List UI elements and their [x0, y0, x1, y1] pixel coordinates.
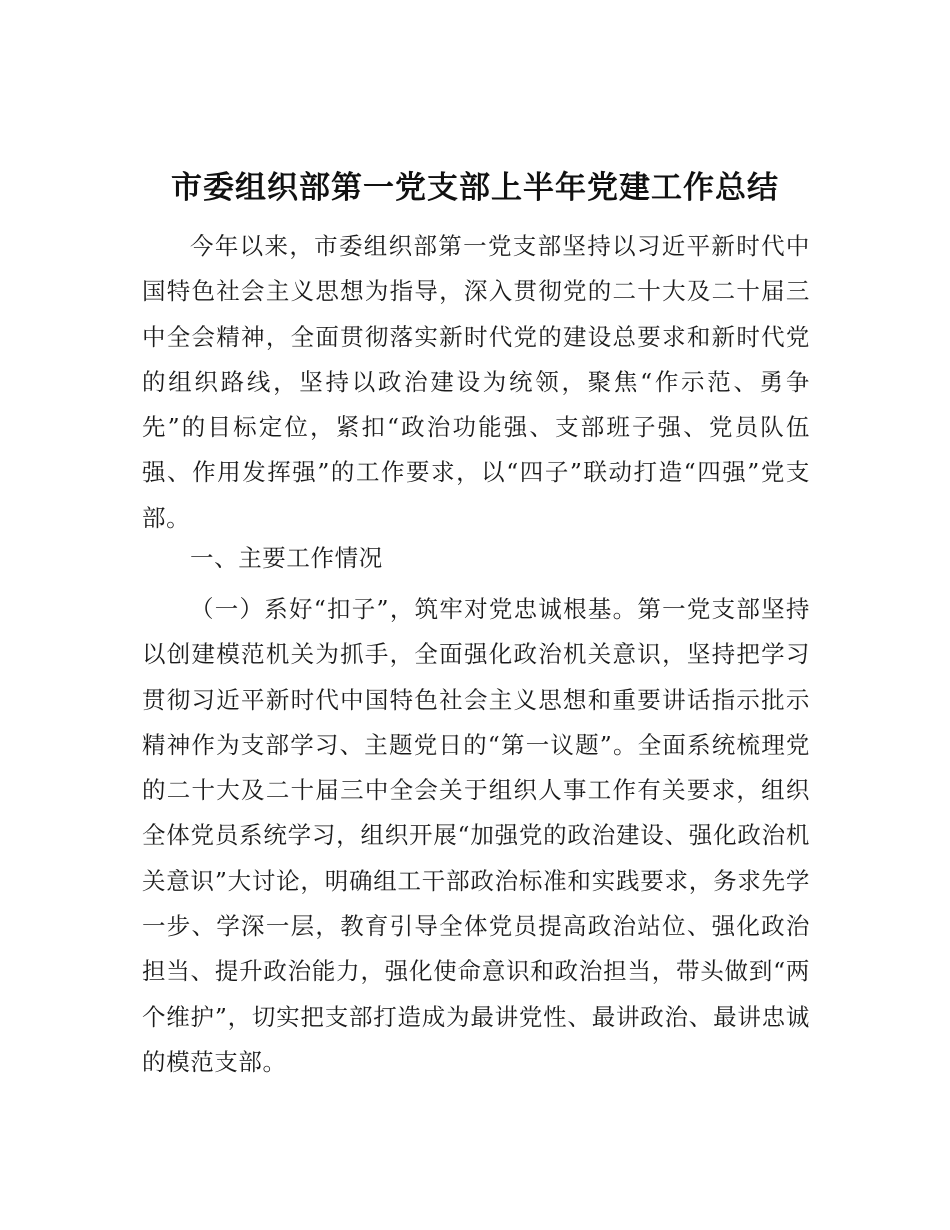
body-paragraph: （一）系好“扣子”，筑牢对党忠诚根基。第一党支部坚持以创建模范机关为抓手，全面强化政治机关意识，坚持把学习贯彻习近平新时代中国特色社会主义思想和重要讲话指示批示精神作为支部学习、主题党日的“第一议题”。全面系统梳理党的二十大及二十届三中全会关于组织人事工作有关要求，组织全体党员系统学习，组织开展“加强党的政治建设、强化政治机关意识”大讨论，明确组工干部政治标准和实践要求，务求先学一步、学深一层，教育引导全体党员提高政治站位、强化政治担当、提升政治能力，强化使命意识和政治担当，带头做到“两个维护”，切实把支部打造成为最讲党性、最讲政治、最讲忠诚的模范支部。	[142, 595, 810, 1076]
intro-paragraph: 今年以来，市委组织部第一党支部坚持以习近平新时代中国特色社会主义思想为指导，深入贯彻党的二十大及二十届三中全会精神，全面贯彻落实新时代党的建设总要求和新时代党的组织路线，坚持以政治建设为统领，聚焦“作示范、勇争先”的目标定位，紧扣“政治功能强、支部班子强、党员队伍强、作用发挥强”的工作要求，以“四子”联动打造“四强”党支部。	[142, 232, 810, 532]
section-heading: 一、主要工作情况	[190, 544, 383, 572]
document-title: 市委组织部第一党支部上半年党建工作总结	[171, 170, 779, 206]
